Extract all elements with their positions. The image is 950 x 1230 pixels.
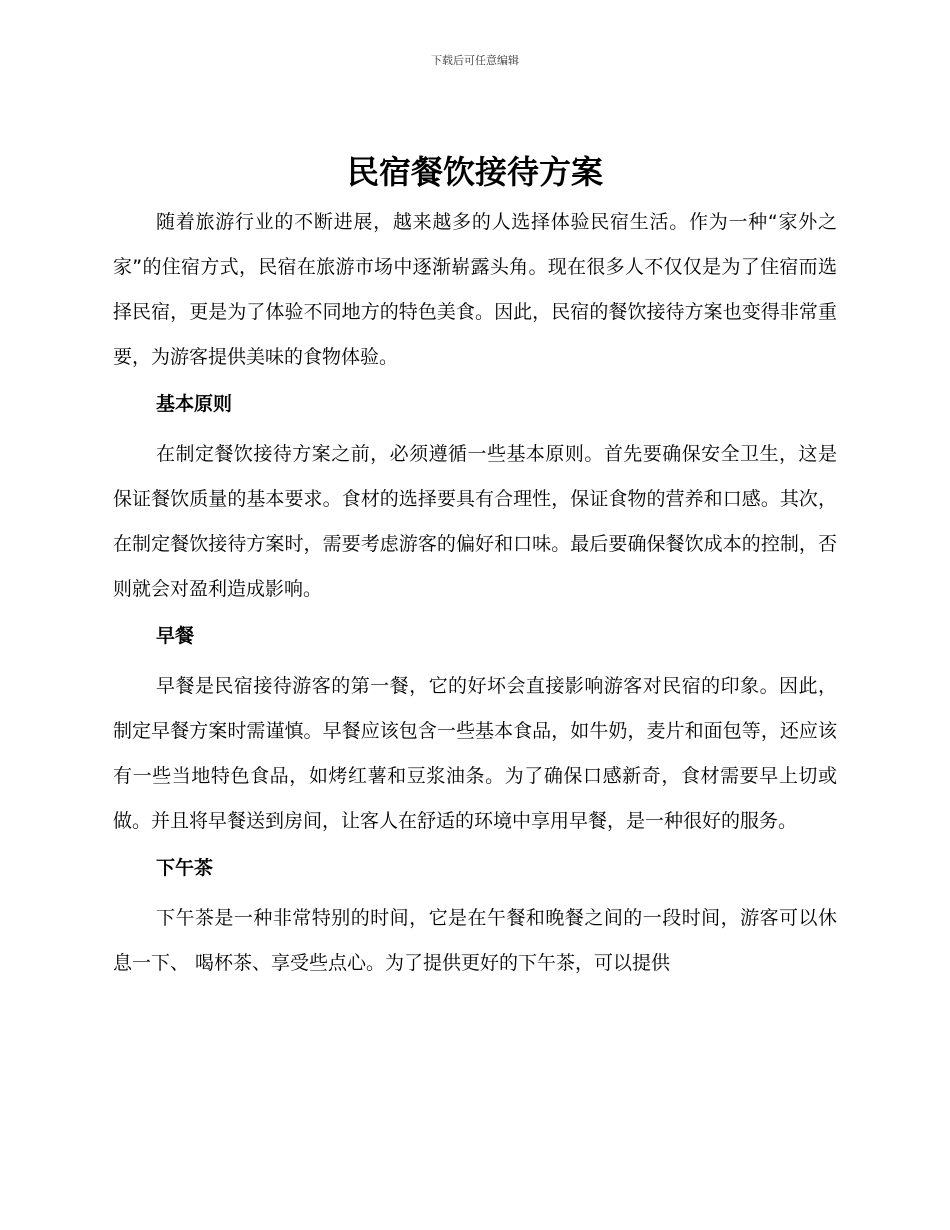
section-paragraph-afternoon-tea: 下午茶是一种非常特别的时间，它是在午餐和晚餐之间的一段时间，游客可以休息一下、 喝杯茶、享受些点心。为了提供更好的下午茶，可以提供 [113,907,837,974]
running-header: 下载后可任意编辑 [431,54,519,67]
section-paragraph-principles: 在制定餐饮接待方案之前，必须遵循一些基本原则。首先要确保安全卫生，这是保证餐饮质量的基本要求。食材的选择要具有合理性，保证食物的营养和口感。其次，在制定餐饮接待方案时，需要考虑游客的偏好和口味。最后要确保餐饮成本的控制，否则就会对盈利造成影响。 [113,443,837,600]
section-heading-principles: 基本原则 [156,393,233,415]
section-heading-afternoon-tea: 下午茶 [156,857,214,879]
document-title: 民宿餐饮接待方案 [346,153,603,191]
section-heading-breakfast: 早餐 [156,625,195,647]
document-body [113,200,837,986]
section-paragraph-breakfast: 早餐是民宿接待游客的第一餐，它的好坏会直接影响游客对民宿的印象。因此，制定早餐方案时需谨慎。早餐应该包含一些基本食品，如牛奶，麦片和面包等，还应该有一些当地特色食品，如烤红薯和豆浆油条。为了确保口感新奇，食材需要早上切或做。并且将早餐送到房间，让客人在舒适的环境中享用早餐，是一种很好的服务。 [113,675,837,832]
intro-paragraph: 随着旅游行业的不断进展，越来越多的人选择体验民宿生活。作为一种“家外之家”的住宿方式，民宿在旅游市场中逐渐崭露头角。现在很多人不仅仅是为了住宿而选择民宿，更是为了体验不同地方的特色美食。因此，民宿的餐饮接待方案也变得非常重要，为游客提供美味的食物体验。 [113,211,837,368]
